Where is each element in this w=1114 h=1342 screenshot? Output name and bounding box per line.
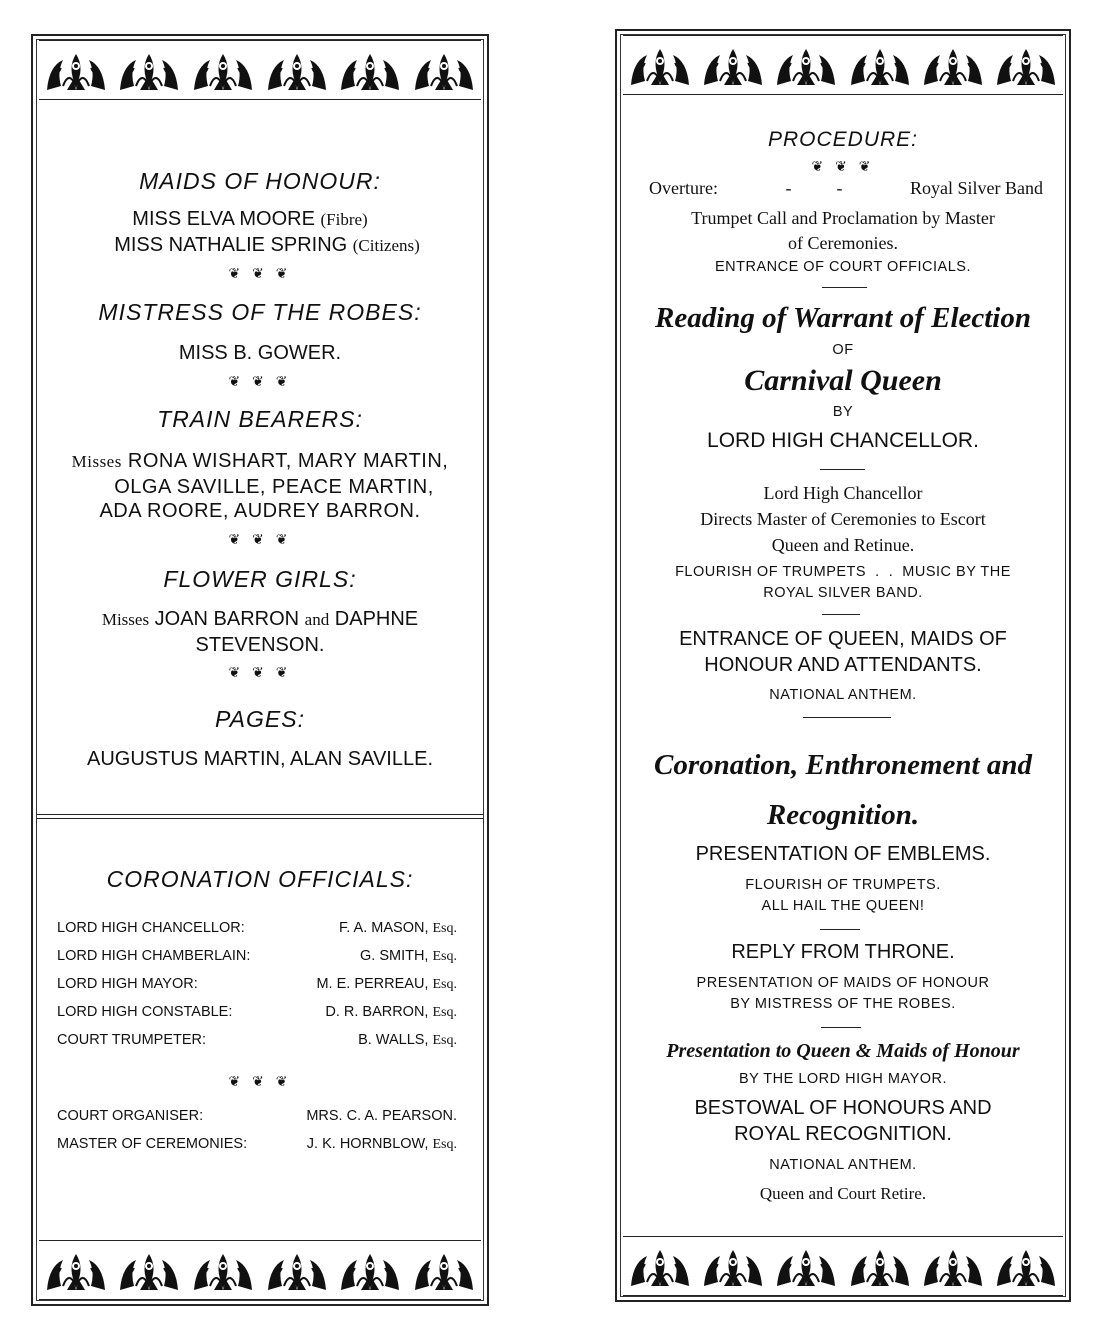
ornament-divider-icon: ❦ ❦ ❦ [228, 373, 292, 389]
top-ornamental-border [39, 40, 481, 100]
floral-motif-icon [847, 41, 913, 89]
officials-heading: CORONATION OFFICIALS: [106, 866, 414, 892]
flourish-line-2: ROYAL SILVER BAND. [763, 585, 923, 601]
top-ornamental-border [623, 35, 1063, 95]
by-lord-high-mayor: BY THE LORD HIGH MAYOR. [738, 1071, 948, 1087]
floral-motif-icon [116, 1246, 182, 1294]
pages-names: AUGUSTUS MARTIN, ALAN SAVILLE. [86, 748, 434, 770]
flower-line-2: STEVENSON. [195, 634, 325, 656]
floral-motif-icon [773, 1242, 839, 1290]
entrance-queen-1: ENTRANCE OF QUEEN, MAIDS OF [679, 628, 1007, 650]
ornament-divider-icon: ❦ ❦ ❦ [228, 1073, 292, 1089]
maid-1: MISS ELVA MOORE (Fibre) [132, 208, 368, 230]
floral-motif-icon [337, 46, 403, 94]
pres-maids-1: PRESENTATION OF MAIDS OF HONOUR [696, 975, 990, 991]
official-row: COURT TRUMPETER: B. WALLS, Esq. [57, 1032, 457, 1048]
official-row: MASTER OF CEREMONIES: J. K. HORNBLOW, Esq. [57, 1136, 457, 1152]
ornament-divider-icon: ❦ ❦ ❦ [811, 158, 875, 174]
bestowal-2: ROYAL RECOGNITION. [734, 1123, 952, 1145]
section-divider [37, 814, 483, 819]
train-line-1: Misses RONA WISHART, MARY MARTIN, [71, 450, 449, 472]
official-row: LORD HIGH CONSTABLE: D. R. BARRON, Esq. [57, 1004, 457, 1020]
maid-2: MISS NATHALIE SPRING (Citizens) [114, 234, 420, 256]
bottom-ornamental-border [623, 1236, 1063, 1296]
floral-motif-icon [627, 41, 693, 89]
train-heading: TRAIN BEARERS: [157, 406, 363, 432]
directs-line-3: Queen and Retinue. [771, 535, 915, 555]
bestowal-1: BESTOWAL OF HONOURS AND [694, 1097, 992, 1119]
left-panel [31, 34, 489, 1306]
flourish-line-1: FLOURISH OF TRUMPETS . . MUSIC BY THE [675, 564, 1011, 580]
train-line-3: ADA ROORE, AUDREY BARRON. [99, 500, 421, 522]
floral-motif-icon [411, 46, 477, 94]
flower-heading: FLOWER GIRLS: [163, 566, 357, 592]
coronation-title-2: Recognition. [766, 799, 920, 831]
floral-motif-icon [993, 1242, 1059, 1290]
train-line-2: OLGA SAVILLE, PEACE MARTIN, [114, 476, 434, 498]
floral-motif-icon [847, 1242, 913, 1290]
anthem-1: NATIONAL ANTHEM. [769, 687, 917, 703]
all-hail: ALL HAIL THE QUEEN! [761, 898, 925, 914]
floral-motif-icon [43, 46, 109, 94]
right-panel [615, 29, 1071, 1302]
retire: Queen and Court Retire. [759, 1184, 927, 1203]
anthem-2: NATIONAL ANTHEM. [769, 1157, 917, 1173]
official-row: COURT ORGANISER: MRS. C. A. PEARSON. [57, 1108, 457, 1124]
official-row: LORD HIGH CHAMBERLAIN: G. SMITH, Esq. [57, 948, 457, 964]
carnival-queen-title: Carnival Queen [744, 364, 942, 397]
short-rule [820, 469, 865, 470]
pres-maids-2: BY MISTRESS OF THE ROBES. [730, 996, 956, 1012]
mistress-name: MISS B. GOWER. [178, 342, 342, 364]
reply-from-throne: REPLY FROM THRONE. [731, 941, 955, 963]
official-row: LORD HIGH MAYOR: M. E. PERREAU, Esq. [57, 976, 457, 992]
ornament-divider-icon: ❦ ❦ ❦ [228, 265, 292, 281]
floral-motif-icon [993, 41, 1059, 89]
short-rule [822, 614, 860, 615]
floral-motif-icon [920, 41, 986, 89]
floral-motif-icon [190, 46, 256, 94]
floral-motif-icon [337, 1246, 403, 1294]
floral-motif-icon [700, 41, 766, 89]
flourish-3: FLOURISH OF TRUMPETS. [745, 877, 941, 893]
directs-line-2: Directs Master of Ceremonies to Escort [700, 509, 986, 529]
floral-motif-icon [627, 1242, 693, 1290]
floral-motif-icon [700, 1242, 766, 1290]
emblems: PRESENTATION OF EMBLEMS. [695, 843, 991, 865]
short-rule [803, 717, 891, 718]
lord-high-chancellor: LORD HIGH CHANCELLOR. [707, 429, 979, 452]
flower-line-1: Misses JOAN BARRON and DAPHNE [101, 608, 419, 630]
mistress-heading: MISTRESS OF THE ROBES: [98, 299, 422, 325]
directs-line-1: Lord High Chancellor [763, 483, 923, 503]
presentation-title: Presentation to Queen & Maids of Honour [666, 1040, 1020, 1062]
bottom-ornamental-border [39, 1240, 481, 1300]
by-label: BY [832, 404, 854, 420]
floral-motif-icon [190, 1246, 256, 1294]
maids-heading: MAIDS OF HONOUR: [139, 168, 381, 194]
floral-motif-icon [264, 46, 330, 94]
floral-motif-icon [116, 46, 182, 94]
reading-warrant-title: Reading of Warrant of Election [655, 302, 1031, 334]
floral-motif-icon [411, 1246, 477, 1294]
floral-motif-icon [920, 1242, 986, 1290]
coronation-title-1: Coronation, Enthronement and [654, 749, 1032, 781]
entrance-queen-2: HONOUR AND ATTENDANTS. [704, 654, 982, 676]
short-rule [822, 287, 867, 288]
of-label: OF [832, 342, 854, 358]
floral-motif-icon [43, 1246, 109, 1294]
floral-motif-icon [264, 1246, 330, 1294]
ornament-divider-icon: ❦ ❦ ❦ [228, 531, 292, 547]
official-row: LORD HIGH CHANCELLOR: F. A. MASON, Esq. [57, 920, 457, 936]
trumpet-line-2: of Ceremonies. [788, 233, 898, 253]
short-rule [821, 1027, 861, 1028]
pages-heading: PAGES: [215, 706, 305, 732]
floral-motif-icon [773, 41, 839, 89]
entrance-officials: ENTRANCE OF COURT OFFICIALS. [715, 259, 971, 275]
procedure-heading: PROCEDURE: [767, 128, 919, 151]
short-rule [820, 929, 860, 930]
trumpet-line-1: Trumpet Call and Proclamation by Master [691, 208, 995, 228]
overture-line: Overture: - - Royal Silver Band [649, 178, 1043, 198]
ornament-divider-icon: ❦ ❦ ❦ [228, 664, 292, 680]
